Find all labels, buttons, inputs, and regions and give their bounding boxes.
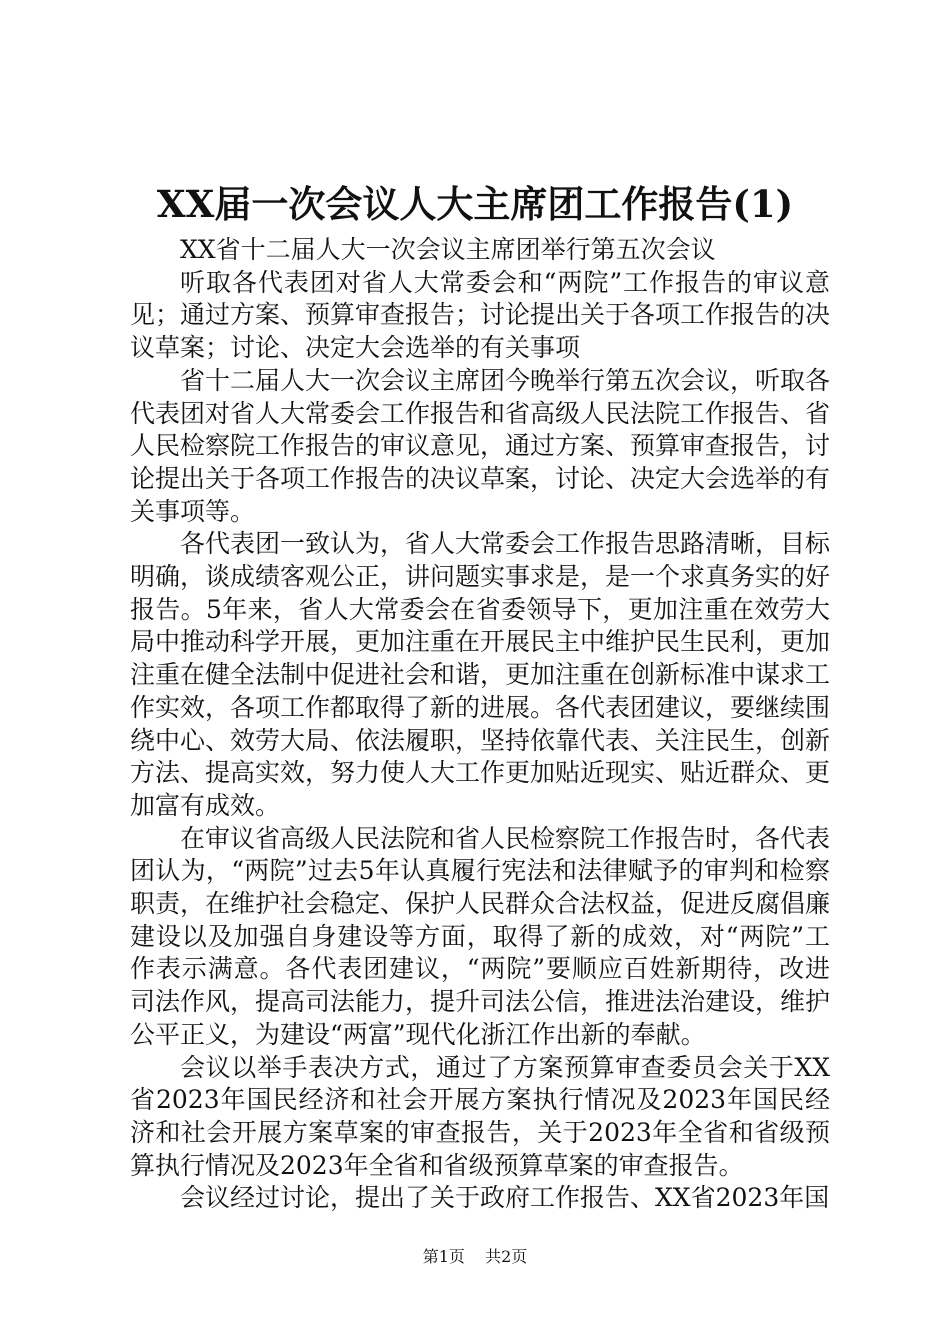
paragraph: 各代表团一致认为，省人大常委会工作报告思路清晰，目标明确，谈成绩客观公正，讲问题实事求是，是一个求真务实的好报告。5年来，省人大常委会在省委领导下，更加注重在效劳大局中推动科学开展，更加注重在开展民主中维护民生民利，更加注重在健全法制中促进社会和谐，更加注重在创新标准中谋求工作实效，各项工作都取得了新的进展。各代表团建议，要继续围绕中心、效劳大局、依法履职，坚持依靠代表、关注民生，创新方法、提高实效，努力使人大工作更加贴近现实、贴近群众、更加富有成效。 (130, 529, 831, 820)
paragraph: 省十二届人大一次会议主席团今晚举行第五次会议，听取各代表团对省人大常委会工作报告和省高级人民法院工作报告、省人民检察院工作报告的审议意见，通过方案、预算审查报告，讨论提出关于各项工作报告的决议草案，讨论、决定大会选举的有关事项等。 (130, 365, 831, 526)
page-number: 第1页 (422, 1247, 465, 1266)
document-body (130, 234, 830, 1215)
paragraph: 会议以举手表决方式，通过了方案预算审查委员会关于XX省2023年国民经济和社会开展方案执行情况及2023年国民经济和社会开展方案草案的审查报告，关于2023年全省和省级预算执行情况及2023年全省和省级预算草案的审查报告。 (130, 1052, 830, 1180)
paragraph: 会议经过讨论，提出了关于政府工作报告、XX省2023年国 (180, 1183, 830, 1213)
paragraph: 听取各代表团对省人大常委会和“两院”工作报告的审议意见；通过方案、预算审查报告；讨论提出关于各项工作报告的决议草案；讨论、决定大会选举的有关事项 (130, 267, 831, 363)
paragraph: 在审议省高级人民法院和省人民检察院工作报告时，各代表团认为，“两院”过去5年认真履行宪法和法律赋予的审判和检察职责，在维护社会稳定、保护人民群众合法权益，促进反腐倡廉建设以及加强自身建设等方面，取得了新的成效，对“两院”工作表示满意。各代表团建议，“两院”要顺应百姓新期待，改进司法作风，提高司法能力，提升司法公信，推进法治建设，维护公平正义，为建设“两富”现代化浙江作出新的奉献。 (130, 823, 831, 1049)
document-title: XX届一次会议人大主席团工作报告(1) (156, 182, 794, 226)
paragraph: XX省十二届人大一次会议主席团举行第五次会议 (180, 235, 716, 264)
page-footer (0, 1247, 950, 1267)
page-total: 共2页 (485, 1247, 528, 1266)
